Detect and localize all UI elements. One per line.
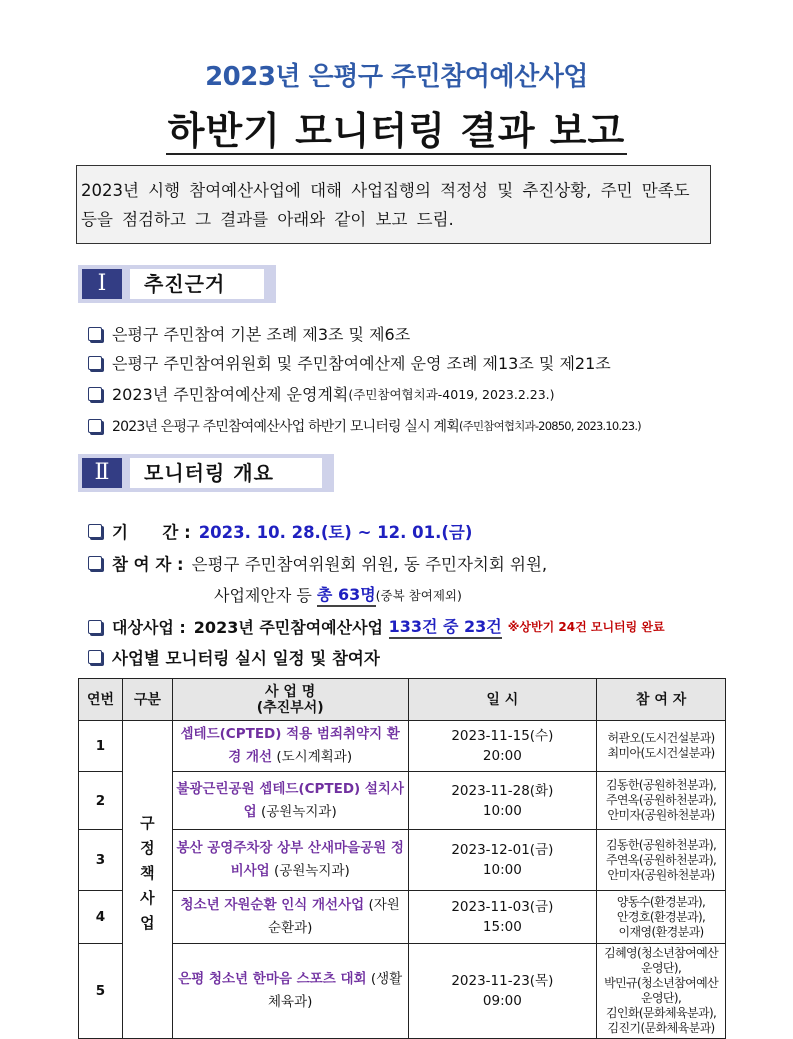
header-no: 연번 xyxy=(79,679,123,721)
row-time: 10:00 xyxy=(482,862,522,878)
row-date: 2023-11-23(목) xyxy=(451,973,554,989)
row-date: 2023-11-28(화) xyxy=(451,782,554,799)
basis-text: 2023년 주민참여예산제 운영계획 xyxy=(112,385,349,404)
table-row xyxy=(79,944,726,1039)
header-project-dept: (추진부서) xyxy=(256,699,324,716)
row-no: 4 xyxy=(79,891,123,944)
section-1-header xyxy=(78,265,276,303)
section-2-number: Ⅱ xyxy=(82,458,122,488)
section-2-header xyxy=(78,454,334,492)
header-participants: 참 여 자 xyxy=(597,679,726,721)
participants-text: 사업제안자 등 xyxy=(214,586,317,605)
row-no: 2 xyxy=(79,772,123,830)
project-name: 봉산 공영주차장 상부 산새마을공원 정비사업 xyxy=(176,840,404,879)
basis-item xyxy=(88,322,410,345)
table-row xyxy=(79,772,726,830)
checkbox-bullet-icon xyxy=(88,650,102,664)
header-project-name: 사 업 명 xyxy=(265,683,316,700)
project-name: 은평 청소년 한마음 스포츠 대회 xyxy=(178,971,367,987)
basis-item xyxy=(88,382,555,405)
row-datetime xyxy=(408,891,597,944)
header-datetime: 일 시 xyxy=(408,679,597,721)
row-no: 5 xyxy=(79,944,123,1039)
period-value: 2023. 10. 28.(토) ~ 12. 01.(금) xyxy=(198,523,473,542)
project-dept: (공원녹지과) xyxy=(260,803,337,820)
row-time: 20:00 xyxy=(482,748,522,764)
report-title: 2023년 은평구 주민참여예산사업 xyxy=(205,62,588,92)
project-dept: (자원순환과) xyxy=(267,897,400,936)
basis-note: (주민참여협치과-4019, 2023.2.23.) xyxy=(348,386,555,402)
target-label: 대상사업 : xyxy=(112,618,186,637)
row-time: 10:00 xyxy=(482,802,522,819)
basis-text: 2023년 은평구 주민참여예산사업 하반기 모니터링 실시 계획 xyxy=(112,419,459,435)
participants-label: 참 여 자 : xyxy=(112,555,184,574)
row-project xyxy=(172,891,408,944)
target-item xyxy=(88,614,665,639)
project-dept: (공원녹지과) xyxy=(274,863,350,879)
table-row xyxy=(79,891,726,944)
row-category xyxy=(122,721,172,1039)
participants-note: (중복 참여제외) xyxy=(375,587,462,603)
table-row xyxy=(79,721,726,772)
period-label: 기 간 : xyxy=(112,523,191,542)
schedule-table xyxy=(78,678,726,1039)
checkbox-bullet-icon xyxy=(88,620,102,634)
row-datetime xyxy=(408,772,597,830)
target-count: 133건 중 23건 xyxy=(389,614,502,639)
project-name: 셉테드(CPTED) 적용 범죄취약지 환경 개선 xyxy=(180,726,400,765)
checkbox-bullet-icon xyxy=(88,556,102,570)
participants-total: 총 63명 xyxy=(317,582,376,607)
target-note: ※상반기 24건 모니터링 완료 xyxy=(507,620,665,634)
checkbox-bullet-icon xyxy=(88,524,102,538)
row-date: 2023-12-01(금) xyxy=(451,842,554,858)
row-date: 2023-11-15(수) xyxy=(451,728,554,744)
basis-text: 은평구 주민참여위원회 및 주민참여예산제 운영 조례 제13조 및 제21조 xyxy=(112,354,611,373)
row-date: 2023-11-03(금) xyxy=(451,899,554,915)
section-2-label: 모니터링 개요 xyxy=(130,458,322,488)
row-participants: 김동한(공원하천분과), 주연옥(공원하천분과), 안미자(공원하천분과) xyxy=(597,772,726,830)
row-participants: 김동한(공원하천분과), 주연옥(공원하천분과), 안미자(공원하천분과) xyxy=(597,830,726,891)
participants-item xyxy=(88,551,547,575)
basis-text: 은평구 주민참여 기본 조례 제3조 및 제6조 xyxy=(112,325,411,344)
table-header-row xyxy=(79,679,726,721)
basis-note: (주민참여협치과-20850, 2023.10.23.) xyxy=(458,419,641,433)
schedule-item xyxy=(88,645,380,669)
row-participants: 허관오(도시건설분과) 최미아(도시건설분과) xyxy=(597,721,726,772)
row-participants: 양동수(환경분과), 안경호(환경분과), 이재영(환경분과) xyxy=(597,891,726,944)
header-project xyxy=(172,679,408,721)
checkbox-bullet-icon xyxy=(88,419,102,433)
row-time: 15:00 xyxy=(482,919,522,935)
participants-line1: 은평구 주민참여위원회 위원, 동 주민자치회 위원, xyxy=(191,555,548,574)
section-1-number: Ⅰ xyxy=(82,269,122,299)
summary-box: 2023년 시행 참여예산사업에 대해 사업집행의 적정성 및 추진상황, 주민 만족도 등을 점검하고 그 결과를 아래와 같이 보고 드림. xyxy=(76,165,711,244)
section-1-label: 추진근거 xyxy=(130,269,264,299)
row-datetime xyxy=(408,830,597,891)
row-participants: 김혜영(청소년참여예산운영단), 박민규(청소년참여예산운영단), 김인화(문화체육분과), 김진기(문화체육분과) xyxy=(597,944,726,1039)
report-subtitle xyxy=(0,100,793,155)
basis-item xyxy=(88,351,611,374)
project-name: 청소년 자원순환 인식 개선사업 xyxy=(180,897,365,913)
checkbox-bullet-icon xyxy=(88,387,102,401)
project-dept: (생활체육과) xyxy=(267,971,403,1010)
header-category: 구분 xyxy=(122,679,172,721)
table-row xyxy=(79,830,726,891)
project-dept: (도시계획과) xyxy=(276,749,353,765)
row-no: 1 xyxy=(79,721,123,772)
row-project xyxy=(172,830,408,891)
target-text: 2023년 주민참여예산사업 xyxy=(193,618,389,637)
participants-line2 xyxy=(214,582,462,607)
row-time: 09:00 xyxy=(482,993,522,1009)
row-project xyxy=(172,944,408,1039)
checkbox-bullet-icon xyxy=(88,356,102,370)
row-datetime xyxy=(408,944,597,1039)
checkbox-bullet-icon xyxy=(88,327,102,341)
category-text: 구정책사업 xyxy=(140,814,155,932)
row-datetime xyxy=(408,721,597,772)
basis-item xyxy=(88,416,641,436)
row-project xyxy=(172,721,408,772)
row-no: 3 xyxy=(79,830,123,891)
schedule-heading: 사업별 모니터링 실시 일정 및 참여자 xyxy=(112,649,380,668)
report-subtitle-text: 하반기 모니터링 결과 보고 xyxy=(167,109,626,153)
period-item xyxy=(88,519,472,543)
project-name: 불광근린공원 셉테드(CPTED) 설치사업 xyxy=(176,780,405,820)
row-project xyxy=(172,772,408,830)
